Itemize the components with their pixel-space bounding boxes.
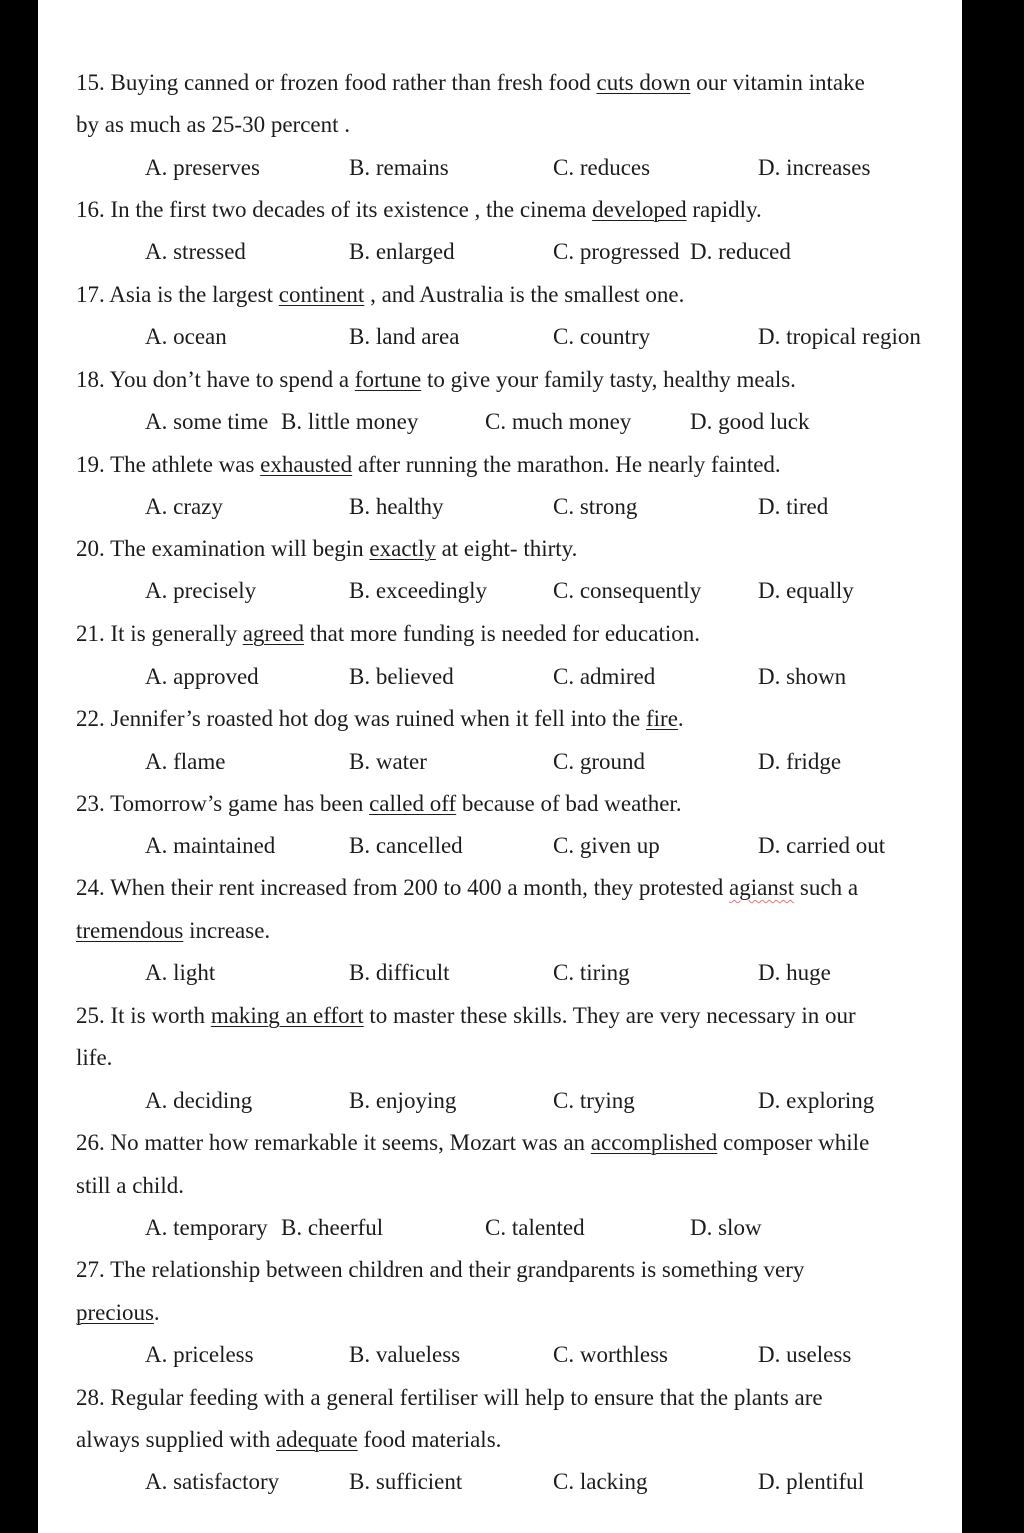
option-d: D. increases (758, 155, 871, 180)
option-b: B. enjoying (349, 1088, 457, 1113)
question-27-text: 27. The relationship between children and their grandparents is something very (76, 1257, 805, 1282)
option-a: A. priceless (145, 1342, 254, 1367)
question-28-text-cont: always supplied with adequate food materials. (76, 1427, 502, 1452)
option-b: B. remains (349, 155, 449, 180)
option-d: D. tired (758, 494, 829, 519)
worksheet-page (38, 0, 962, 1533)
option-c: C. talented (485, 1215, 585, 1240)
option-a: A. flame (145, 749, 226, 774)
question-26-text-cont: still a child. (76, 1173, 184, 1198)
option-d: D. huge (758, 960, 831, 985)
option-a: A. temporary (145, 1215, 268, 1240)
option-d: D. fridge (758, 749, 842, 774)
option-a: A. light (145, 960, 216, 985)
option-a: A. approved (145, 664, 259, 689)
option-a: A. ocean (145, 324, 227, 349)
option-b: B. sufficient (349, 1469, 463, 1494)
option-d: D. tropical region (758, 324, 921, 349)
option-a: A. some time (145, 409, 269, 434)
question-27-text-cont: precious. (76, 1300, 160, 1325)
option-a: A. stressed (145, 239, 246, 264)
option-b: B. land area (349, 324, 460, 349)
option-b: B. difficult (349, 960, 450, 985)
option-b: B. cancelled (349, 833, 463, 858)
option-d: D. shown (758, 664, 847, 689)
question-15-text: 15. Buying canned or frozen food rather than fresh food cuts down our vitamin intake (76, 70, 865, 95)
option-a: A. crazy (145, 494, 223, 519)
option-b: B. cheerful (281, 1215, 384, 1240)
option-c: C. much money (485, 409, 632, 434)
question-15-text-cont: by as much as 25-30 percent . (76, 112, 351, 137)
question-23-text: 23. Tomorrow’s game has been called off because of bad weather. (76, 791, 682, 816)
option-b: B. believed (349, 664, 454, 689)
question-21-text: 21. It is generally agreed that more funding is needed for education. (76, 621, 701, 646)
option-c: C. progressed (553, 239, 680, 264)
question-18-text: 18. You don’t have to spend a fortune to give your family tasty, healthy meals. (76, 367, 796, 392)
option-d: D. slow (690, 1215, 762, 1240)
option-c: C. given up (553, 833, 660, 858)
question-22-text: 22. Jennifer’s roasted hot dog was ruined when it fell into the fire. (76, 706, 684, 731)
option-d: D. carried out (758, 833, 886, 858)
question-25-text-cont: life. (76, 1045, 113, 1070)
question-24-text-cont: tremendous increase. (76, 918, 271, 943)
question-24-text: 24. When their rent increased from 200 to 400 a month, they protested agianst such a (76, 875, 859, 900)
question-16-text: 16. In the first two decades of its existence , the cinema developed rapidly. (76, 197, 762, 222)
option-a: A. preserves (145, 155, 260, 180)
question-26-text: 26. No matter how remarkable it seems, Mozart was an accomplished composer while (76, 1130, 870, 1155)
option-b: B. water (349, 749, 427, 774)
question-17-text: 17. Asia is the largest continent , and Australia is the smallest one. (76, 282, 685, 307)
option-d: D. plentiful (758, 1469, 865, 1494)
option-c: C. strong (553, 494, 638, 519)
option-c: C. admired (553, 664, 656, 689)
question-19-text: 19. The athlete was exhausted after running the marathon. He nearly fainted. (76, 452, 781, 477)
option-d: D. reduced (690, 239, 791, 264)
option-b: B. healthy (349, 494, 444, 519)
option-d: D. good luck (690, 409, 810, 434)
option-c: C. tiring (553, 960, 630, 985)
option-c: C. country (553, 324, 651, 349)
option-c: C. trying (553, 1088, 635, 1113)
option-b: B. valueless (349, 1342, 461, 1367)
option-c: C. worthless (553, 1342, 668, 1367)
option-a: A. deciding (145, 1088, 253, 1113)
option-c: C. ground (553, 749, 645, 774)
option-d: D. useless (758, 1342, 852, 1367)
option-c: C. consequently (553, 578, 702, 603)
option-a: A. precisely (145, 578, 257, 603)
question-25-text: 25. It is worth making an effort to master these skills. They are very necessary in our (76, 1003, 856, 1028)
option-c: C. reduces (553, 155, 651, 180)
option-b: B. enlarged (349, 239, 455, 264)
option-a: A. satisfactory (145, 1469, 280, 1494)
option-d: D. exploring (758, 1088, 875, 1113)
option-c: C. lacking (553, 1469, 648, 1494)
option-b: B. little money (281, 409, 419, 434)
question-20-text: 20. The examination will begin exactly at eight- thirty. (76, 536, 578, 561)
option-d: D. equally (758, 578, 854, 603)
question-28-text: 28. Regular feeding with a general fertiliser will help to ensure that the plants are (76, 1385, 823, 1410)
option-b: B. exceedingly (349, 578, 487, 603)
option-a: A. maintained (145, 833, 276, 858)
